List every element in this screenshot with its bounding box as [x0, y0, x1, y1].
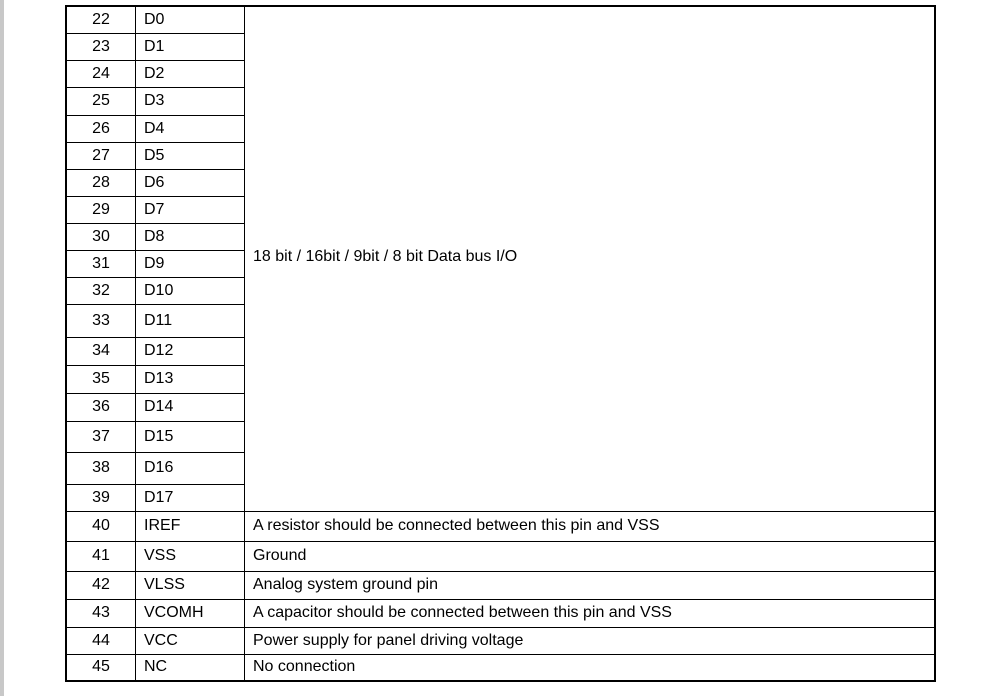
pin-name-cell: D14 [136, 393, 245, 421]
pin-description-cell: No connection [245, 654, 936, 681]
pin-name-cell: D7 [136, 196, 245, 223]
pin-description-cell: Power supply for panel driving voltage [245, 627, 936, 654]
document-page [4, 0, 994, 696]
pin-number-cell: 33 [66, 304, 136, 337]
pin-name-cell: NC [136, 654, 245, 681]
table-row [66, 6, 935, 33]
pin-number-cell: 29 [66, 196, 136, 223]
table-row [66, 511, 935, 541]
pin-name-cell: D3 [136, 87, 245, 115]
pin-name-cell: D2 [136, 60, 245, 87]
pin-number-cell: 43 [66, 599, 136, 627]
pin-name-cell: VCC [136, 627, 245, 654]
pin-number-cell: 40 [66, 511, 136, 541]
table-row [66, 541, 935, 571]
pin-description-cell: A resistor should be connected between this pin and VSS [245, 511, 936, 541]
pin-name-cell: IREF [136, 511, 245, 541]
pin-table-body [66, 6, 935, 681]
pin-number-cell: 31 [66, 250, 136, 277]
pin-name-cell: D6 [136, 169, 245, 196]
pin-name-cell: VCOMH [136, 599, 245, 627]
table-row [66, 571, 935, 599]
table-row [66, 654, 935, 681]
pin-number-cell: 32 [66, 277, 136, 304]
pin-number-cell: 22 [66, 6, 136, 33]
pin-name-cell: VLSS [136, 571, 245, 599]
pin-name-cell: D5 [136, 142, 245, 169]
pin-description-cell: A capacitor should be connected between this pin and VSS [245, 599, 936, 627]
pin-number-cell: 44 [66, 627, 136, 654]
pin-number-cell: 38 [66, 452, 136, 484]
pin-name-cell: D4 [136, 115, 245, 142]
data-bus-description-cell: 18 bit / 16bit / 9bit / 8 bit Data bus I/O [245, 6, 936, 511]
pin-number-cell: 35 [66, 365, 136, 393]
pin-number-cell: 23 [66, 33, 136, 60]
pin-name-cell: D0 [136, 6, 245, 33]
pin-name-cell: D17 [136, 484, 245, 511]
pin-name-cell: D13 [136, 365, 245, 393]
pin-name-cell: D12 [136, 337, 245, 365]
pin-name-cell: D8 [136, 223, 245, 250]
pin-number-cell: 36 [66, 393, 136, 421]
pin-number-cell: 41 [66, 541, 136, 571]
pin-description-cell: Ground [245, 541, 936, 571]
pin-number-cell: 28 [66, 169, 136, 196]
pin-number-cell: 26 [66, 115, 136, 142]
pin-name-cell: D1 [136, 33, 245, 60]
pin-name-cell: D11 [136, 304, 245, 337]
pin-number-cell: 42 [66, 571, 136, 599]
pin-number-cell: 27 [66, 142, 136, 169]
pin-name-cell: D10 [136, 277, 245, 304]
pin-description-cell: Analog system ground pin [245, 571, 936, 599]
pin-number-cell: 39 [66, 484, 136, 511]
pin-number-cell: 30 [66, 223, 136, 250]
table-row [66, 599, 935, 627]
pin-name-cell: D15 [136, 421, 245, 452]
pin-number-cell: 34 [66, 337, 136, 365]
pin-name-cell: D9 [136, 250, 245, 277]
table-row [66, 627, 935, 654]
pin-number-cell: 37 [66, 421, 136, 452]
pin-number-cell: 25 [66, 87, 136, 115]
pin-description-table [65, 5, 936, 682]
pin-number-cell: 45 [66, 654, 136, 681]
pin-name-cell: VSS [136, 541, 245, 571]
pin-name-cell: D16 [136, 452, 245, 484]
pin-number-cell: 24 [66, 60, 136, 87]
